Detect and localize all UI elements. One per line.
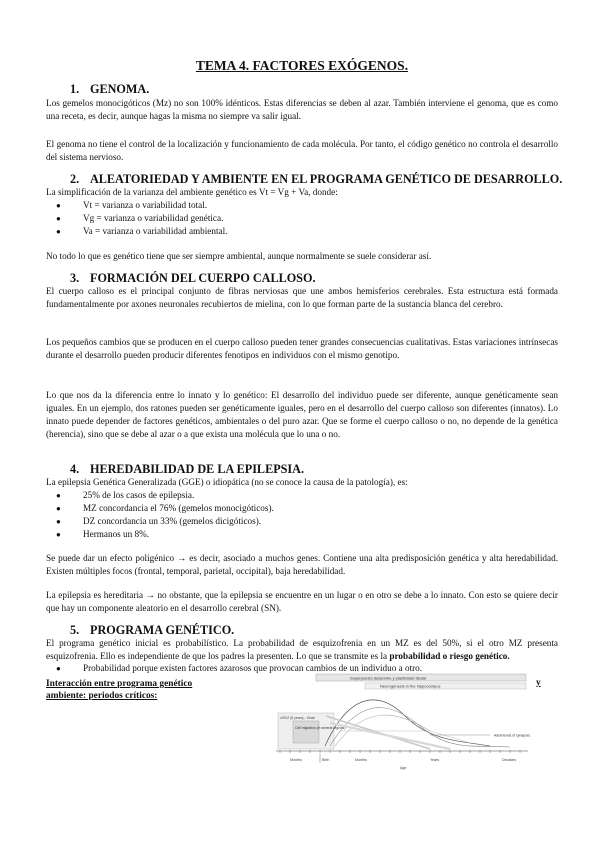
paragraph: La epilepsia es hereditaria → no obstante, que la epilepsia se encuentre en un lugar o en otro se debe a lo innato. Con esto se quiere decir que hay un componente aleatorio en el desarrollo cerebral (SN). [46, 590, 558, 614]
axis-labels [290, 758, 516, 770]
section-number: 3. [70, 271, 80, 285]
heading-text: FORMACIÓN DEL CUERPO CALLOSO. [90, 271, 316, 285]
paragraph [46, 637, 558, 663]
paragraph: El genoma no tiene el control de la localización y funcionamiento de cada molécula. Por tanto, el código genético no controla el desarrollo del sistema nervioso. [46, 139, 558, 163]
paragraph: Lo que nos da la diferencia entre lo innato y lo genético: El desarrollo del individuo puede ser diferente, aunque genéticamente sean iguales. En un ejemplo, dos ratones pueden ser genéticamente iguales, pero en el desarrollo del cuerpo calloso son diferentes (innatos). Lo innato puede depender de factores genéticos, ambientales o del puro azar. Que se forme el cuerpo calloso o no, no depende de la genética (herencia), sino que se debe al azar o a que exista una molécula que lo una o no. [46, 390, 558, 440]
list-item: ● Vt = varianza o variabilidad total. [56, 199, 227, 212]
emphasis-text: probabilidad o riesgo genético. [389, 651, 510, 662]
paragraph: Los pequeños cambios que se producen en el cuerpo calloso pueden tener grandes consecuencias cualitativas. Estas variaciones intrínsecas durante el desarrollo pueden producir diferentes fenotipos en individuos con el mismo genotipo. [46, 337, 558, 361]
axis-label-years: Years [430, 758, 440, 762]
section-heading [70, 623, 234, 638]
section-number: 4. [70, 462, 80, 476]
section-number: 1. [70, 82, 80, 96]
list-item: ● Vg = varianza o variabilidad genética. [56, 212, 227, 225]
axis-title-age: Age [400, 766, 407, 770]
axis-label-months: Months [355, 758, 367, 762]
page-title: TEMA 4. FACTORES EXÓGENOS. [195, 58, 409, 73]
section-heading [70, 172, 562, 187]
adult-level-label: Adult levels of synapses [494, 733, 530, 738]
section-heading [70, 271, 316, 286]
list-item: ● DZ concordancia un 33% (gemelos dicigóticos). [56, 515, 274, 528]
list-item: ● Hermanos un 8%. [56, 528, 274, 541]
paragraph: El cuerpo calloso es el principal conjunto de fibras nerviosas que une ambos hemisferios cerebrales. Esta estructura está formada fundamentalmente por axones neuronales recubiertos de mielina, con lo que forman parte de la sustancia blanca del cerebro. [46, 286, 558, 310]
figure-trailing-word: y [536, 678, 541, 688]
section-heading [70, 82, 149, 97]
left-box-label: v/SVZ (8 years)... Brain [280, 716, 316, 720]
migration-box [293, 721, 319, 743]
list-item: ● 25% de los casos de epilepsia. [56, 489, 274, 502]
paragraph: La simplificación de la varianza del ambiente genético es Vt = Vg + Va, donde: [46, 187, 338, 197]
shaded-band [330, 723, 450, 749]
bullet-list [56, 199, 227, 238]
bullet-list [56, 489, 274, 541]
axis-label-decades: Decades [502, 758, 517, 762]
figure-subtitle: Interacción entre programa genético ambiente: periodos críticos: [46, 679, 193, 701]
heading-text: PROGRAMA GENÉTICO. [90, 623, 235, 637]
list-item: ● Probabilidad porque existen factores azarosos que provocan cambios de un individuo a otro. [56, 662, 422, 675]
myelination-curve [330, 708, 510, 747]
paragraph: No todo lo que es genético tiene que ser siempre ambiental, aunque normalmente se suele considerar así. [46, 251, 432, 261]
heading-text: ALEATORIEDAD Y AMBIENTE EN EL PROGRAMA GENÉTICO DE DESARROLLO. [90, 172, 563, 186]
critical-periods-figure [230, 671, 530, 771]
section-heading [70, 462, 304, 477]
neurogenesis-bar-label: Neurogénesis in the hippocampus [380, 683, 441, 689]
paragraph: La epilepsia Genética Generalizada (GGE) o idiopática (no se conoce la causa de la patología), es: [46, 477, 408, 487]
section-number: 5. [70, 623, 80, 637]
migration-box-label: Cell migration (in several regions) [295, 726, 346, 730]
list-item: ● Va = varianza o variabilidad ambiental. [56, 225, 227, 238]
paragraph-text: El programa genético inicial es probabilístico. La probabilidad de esquizofrenia en un MZ es del 50%, si el otro MZ presenta esquizofrenia. Ello es independiente de que los padres la presenten. Lo que se transmite es la [46, 638, 558, 662]
axis-ticks [280, 750, 520, 753]
heading-text: HEREDABILIDAD DE LA EPILEPSIA. [90, 462, 305, 476]
plasticity-bar-label: Superpuesto desarrollo y plasticidad tisular [350, 675, 427, 681]
axis-label-months: Months [290, 758, 302, 762]
section-number: 2. [70, 172, 80, 186]
list-item: ● MZ concordancia el 76% (gemelos monocigóticos). [56, 502, 274, 515]
paragraph: Se puede dar un efecto poligénico → es decir, asociado a muchos genes. Contiene una alta predisposición genética y alta heredabilidad. Existen múltiples focos (frontal, temporal, parietal, occipital), baja heredabilidad. [46, 553, 558, 577]
paragraph: Los gemelos monocigóticos (Mz) no son 100% idénticos. Estas diferencias se deben al azar. También interviene el genoma, que es como una receta, es decir, aunque hagas la misma no siempre va salir igual. [46, 98, 558, 122]
axis-label-birth: Birth [322, 758, 330, 762]
heading-text: GENOMA. [90, 82, 150, 96]
